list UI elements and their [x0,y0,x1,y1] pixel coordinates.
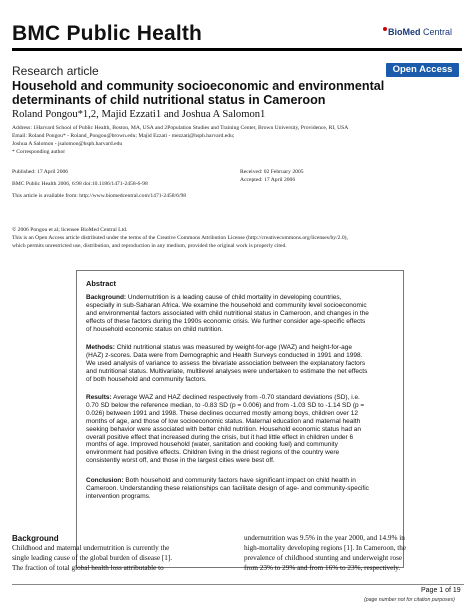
received-date: Received: 02 February 2005 [240,169,304,175]
body-column-left: Childhood and maternal undernutrition is currently the single leading cause of the global burden of disease [1]. The fraction of total global health loss attributable to [12,544,173,572]
publication-meta [12,168,242,200]
published-date: Published: 17 April 2006 [12,169,69,175]
email-line: Email: Roland Pongou* - Roland_Pongou@brown.edu; Majid Ezzati - mezzati@hsph.harvard.edu; [12,133,235,139]
corresponding-author: * Corresponding author [12,149,66,155]
license-text [12,226,464,250]
email-line: Joshua A Salomon - jsalomon@hsph.harvard.edu [12,141,123,147]
abstract-results: Results: Average WAZ and HAZ declined respectively from -0.70 standard deviations (SD), i.e. 0.70 SD below the reference median, to -0.83 SD (p = 0.006) and from -1.03 SD to -1.14 SD (p = 0.026) between 1991 and 1998. These declines occurred mostly among boys, children over 12 months of age, and those of low socioeconomic status. Maternal education and maternal health seeking behavior were associated with better child nutrition. Household economic status had an overall positive effect that increased during the crisis, but it had little effect in children under 6 months of age. Improved household (water, sanitation and cooking fuel) and community environment had positive effects. Children living in the driest regions of the country were consistently worst off, and those in the largest cities were best off. [86,394,365,465]
abstract-background: Background: Undernutrition is a leading cause of child mortality in developing countries, especially in sub-Saharan Africa. We examine the household and community level socioeconomic and environmental factors associated with child nutritional status in Cameroon, and changes in the effects of these factors during the 1990s economic crisis. We further consider age-specific effects of household economic status on child nutrition. [86,294,369,333]
header-rule [12,48,462,51]
body-column-right: undernutrition was 9.5% in the year 2000, and 14.9% in high-mortality developing regions [1]. In Cameroon, the prevalence of childhood stunting and underweight rose from 23% to 29% and from 16% to 23%, respectively. [244,534,407,572]
logo-dot-icon [383,27,387,31]
footer-rule [12,584,464,585]
accepted-date: Accepted: 17 April 2006 [240,177,296,183]
open-access-badge: Open Access [386,63,459,77]
received-meta [240,168,440,184]
article-type: Research article [12,64,99,78]
page-note: (page number not for citation purposes) [364,597,455,603]
license-line: which permits unrestricted use, distribution, and reproduction in any medium, provided the original work is properly cited. [12,243,287,249]
abstract-conclusion: Conclusion: Both household and community factors have significant impact on child health in Cameroon. Understanding these relationships can facilitate design of age- and community-specific intervention programs. [86,477,369,500]
affiliation-line: Address: 1Harvard School of Public Health, Boston, MA, USA and 2Population Studies and Training Center, Brown University, Providence, RI, USA [12,125,349,131]
license-line: This is an Open Access article distributed under the terms of the Creative Commons Attribution License (http://creativecommons.org/licenses/by/2.0), [12,235,348,241]
abstract-methods: Methods: Child nutritional status was measured by weight-for-age (WAZ) and height-for-age (HAZ) z-scores. Data were from Demographic and Health Surveys conducted in 1991 and 1998. We used analysis of variance to assess the bivariate association between the explanatory factors and nutritional status. Multivariate, multilevel analyses were undertaken to estimate the net effects of both household and community factors. [86,344,368,383]
copyright-line: © 2006 Pongou et al; licensee BioMed Central Ltd. [12,227,128,233]
citation-doi: BMC Public Health 2006, 6:98 doi:10.1186/1471-2458-6-98 [12,181,148,187]
article-url[interactable]: This article is available from: http://www.biomedcentral.com/1471-2458/6/98 [12,193,187,199]
abstract-box [76,270,404,568]
abstract-heading: Abstract [86,279,116,288]
publisher-logo: BioMed Central [383,27,452,37]
article-title: Household and community socioeconomic and environmental determinants of child nutritional status in Cameroon [12,79,385,107]
section-heading-background: Background [12,534,59,543]
affiliations [12,124,464,156]
author-list: Roland Pongou*1,2, Majid Ezzati1 and Joshua A Salomon1 [12,109,266,120]
journal-title: BMC Public Health [12,22,203,45]
page-number: Page 1 of 19 [421,587,461,594]
